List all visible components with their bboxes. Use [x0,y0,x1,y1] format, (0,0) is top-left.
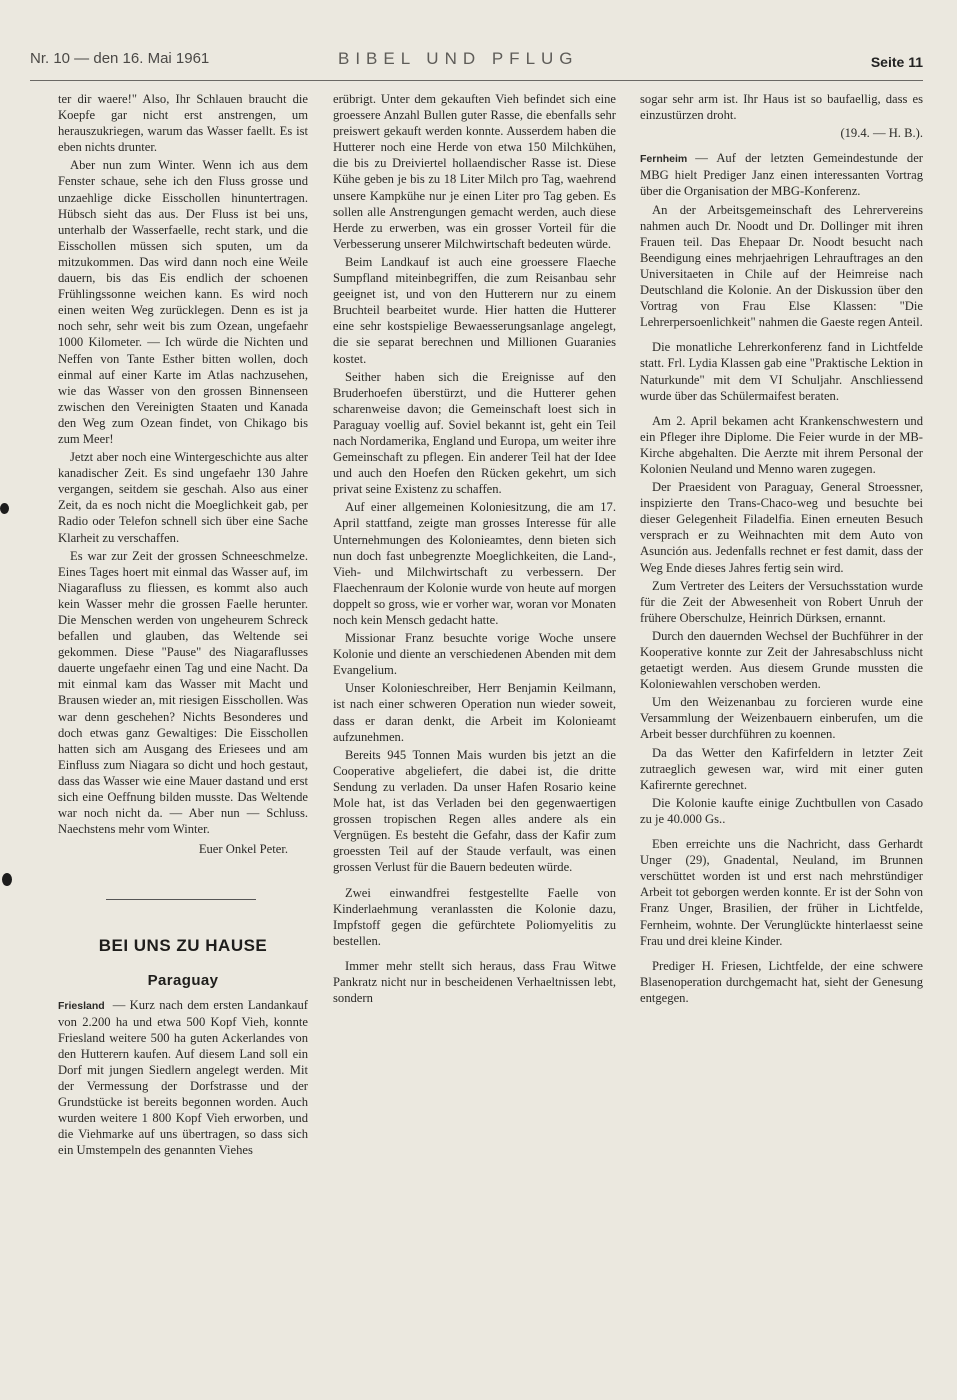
column-1 [58,91,308,1161]
column-3 [640,91,923,1008]
paragraph: Da das Wetter den Kafirfeldern in letzter Zeit zutraeglich gewesen war, wird mit einer guten Kafirernte gerechnet. [640,745,923,792]
page-header [30,50,923,80]
paragraph: Zum Vertreter des Leiters der Versuchsstation wurde für die Zeit der Abwesenheit von Robert Unruh der frühere Oberschulze, Heinrich Dürksen, ernannt. [640,578,923,625]
paragraph: Am 2. April bekamen acht Krankenschwestern und ein Pfleger ihre Diplome. Die Feier wurde in der MB-Kirche abgehalten. Die Aerzte mit ihrem Personal der Kolonien Neuland und Menno waren zugegen. [640,413,923,476]
paragraph-friesland [58,997,308,1159]
issue-date: Nr. 10 — den 16. Mai 1961 [30,50,210,67]
fernheim-text: — Auf der letzten Gemeindestunde der MBG hielt Prediger Janz einen interessanten Vortrag über die Organisation der MBG-Konferenz. [640,151,923,199]
paragraph: Beim Landkauf ist auch eine groessere Flaeche Sumpfland miteinbegriffen, die zum Reisanbau sehr geeignet ist, und von den Hutterern nur zu einem Bruchteil bearbeitet wurde. Hier hatten die Hutterer eine sehr kostspielige Bewaesserungsanlage angelegt, die sie separat berechnen und Millionen Guaranies kostet. [333,254,616,366]
paragraph: Jetzt aber noch eine Wintergeschichte aus alter kanadischer Zeit. Es sind ungefaehr 130 Jahre vergangen, seitdem sie geschah. Also aus einer Zeit, da es noch nicht die Moeglichkeit gab, per Radio oder Telefon schnell sich über eine Sache Klarheit zu verschaffen. [58,450,308,545]
masthead-title: BIBEL UND PFLUG [338,49,579,68]
column-2 [333,91,616,1008]
paragraph: Auf einer allgemeinen Koloniesitzung, die am 17. April stattfand, zeigte man grosses Interesse für alle Unternehmungen des Kolonieamtes, denn bieten sich nun doch fast unbegrenzte Moeglichkeiten, die Land-, Vieh- und Milchwirtschaft zu verbessern. Der Flaechenraum der Kolonie wurde von heute auf morgen doppelt so gross, wie er vorher war, woran vor Monaten noch kein Mensch gedacht hatte. [333,500,616,627]
paragraph: An der Arbeitsgemeinschaft des Lehrervereins nahmen auch Dr. Noodt und Dr. Dollinger mit ihren Frauen teil. Das Ehepaar Dr. Noodt besucht nach Beendigung eines mehrjaehrigen Lehrauftrages an den Universitaeten in Chile auf der Heimreise nach Deutschland die Kolonie. An der Diskussion über den Vortrag von Frau Else Klassen: "Die Lehrerpersoenlichkeit" nahmen die Gaeste regen Anteil. [640,202,923,330]
paragraph: Der Praesident von Paraguay, General Stroessner, inspizierte den Trans-Chaco-weg und besuchte bei dieser Gelegenheit Filadelfia. Einen erneuten Besuch versprach er zu Weihnachten mit dem Auto von Asunción aus. Jedenfalls rechnet er fest damit, dass der Weg Ende dieses Jahres fertig sein wird. [640,480,923,575]
paragraph: Die Kolonie kaufte einige Zuchtbullen von Casado zu je 40.000 Gs.. [640,795,923,826]
section-title: BEI UNS ZU HAUSE [98,936,268,956]
binding-hole-mark [0,503,9,514]
paragraph: Durch den dauernden Wechsel der Buchführer in der Kooperative konnte zur Zeit der Jahresabschluss nicht getaetigt werden. Aus diesem Grunde mussten die Koloniewahlen verschoben werden. [640,628,923,692]
paragraph: Aber nun zum Winter. Wenn ich aus dem Fenster schaue, sehe ich den Fluss grosse und unzaehlige dicke Eisschollen hinuntertragen. Hübsch sieht das aus. Der Fluss ist bei uns, unterhalb der Wasserfaelle, recht stark, und die Eisschollen müssen sich sputen, um da mitzukommen. Das wird dann noch eine Weile dauern, bis das Eis endlich der schoenen Frühlingssonne weichen kann. Es wird noch einen weiten Weg zurücklegen. Denn es ist ja noch sehr, sehr weit bis zum Ozean, ungefaehr 1000 Kilometer. — Ich würde die Nichten und Neffen von Tante Esther bitten wollen, doch einmal auf einer Karte im Atlas nachzusehen, wie das Wasser von den grossen Binnenseen zwischen den Vereinigten Staaten und Kanada den Weg zum Ozean findet, von Chikago bis zum Meer! [58,158,308,446]
section-subtitle: Paraguay [147,971,219,989]
paragraph: sogar sehr arm ist. Ihr Haus ist so baufaellig, dass es einzustürzen droht. [640,92,923,123]
paragraph: Zwei einwandfrei festgestellte Faelle von Kinderlaehmung veranlassten die Kolonie dazu, Impfstoff gegen die gefürchtete Poliomyelitis zu bestellen. [333,885,616,948]
lead-fernheim: Fernheim [640,153,688,166]
paragraph: ter dir waere!" Also, Ihr Schlauen braucht die Koepfe gar nicht erst anstrengen, um herauszukriegen, warum das Wasser faellt. Es ist eben nichts drunter. [58,92,308,155]
paragraph: Um den Weizenanbau zu forcieren wurde eine Versammlung der Weizenbauern einberufen, um die Arbeit besser durchführen zu koennen. [640,695,923,742]
paragraph-fernheim [640,150,923,199]
paragraph: Unser Kolonieschreiber, Herr Benjamin Keilmann, ist nach einer schweren Operation nun wieder soweit, dass er daran denkt, die Arbeit im Kolonieamt aufzunehmen. [333,681,616,744]
paragraph: Seither haben sich die Ereignisse auf den Bruderhoefen überstürzt, und die Hutterer gehen scharenweise davon; die Gemeinschaft loest sich in Paraguay voellig auf. Soviel bekannt ist, geht ein Teil nach Nordamerika, England und Europa, um weiter ihre Gemeinschaft zu pflegen. Ein anderer Teil hat der Idee und auch den Hoefen den Rücken gekehrt, um sich privat seine Existenz zu schaffen. [333,369,616,497]
page-number: Seite 11 [870,54,923,70]
paragraph: Immer mehr stellt sich heraus, dass Frau Witwe Pankratz nicht nur in bescheidenen Verhaeltnissen lebt, sondern [333,958,616,1006]
binding-hole-mark [2,873,12,886]
paragraph: Eben erreichte uns die Nachricht, dass Gerhardt Unger (29), Gnadental, Neuland, im Brunnen verschüttet worden ist und erst nach mehrstündiger Arbeit tot geborgen werden konnte. Er ist der Sohn von Franz Unger, Brasilien, der früher in Lichtfelde, Fernheim, wohnte. Der Verunglückte hinterlaesst seine Frau und drei kleine Kinder. [640,837,923,948]
paragraph: Die monatliche Lehrerkonferenz fand in Lichtfelde statt. Frl. Lydia Klassen gab eine "Praktische Lektion in Naturkunde" mit dem VI Schuljahr. Anschliessend wurde über das Schülermaifest beraten. [640,340,923,403]
lead-friesland: Friesland [58,999,105,1012]
dateline: (19.4. — H. B.). [840,126,923,141]
paragraph: Bereits 945 Tonnen Mais wurden bis jetzt an die Cooperative abgeliefert, die dabei ist, die dritte Sendung zu verladen. Da unser Hafen Rosario keine Mole hat, ist das Verladen bei den gegenwaertigen grossen tropischen Regen alles andere als ein Vergnügen. Es besteht die Gefahr, dass der Kafir zum groessten Teil auf der Staude verfault, was einen grossen Verlust für die Bauern bedeuten würde. [333,747,616,875]
paragraph: Prediger H. Friesen, Lichtfelde, der eine schwere Blasenoperation durchgemacht hat, sieht der Genesung entgegen. [640,958,923,1005]
paragraph: Missionar Franz besuchte vorige Woche unsere Kolonie und diente an verschiedenen Abenden mit dem Evangelium. [333,631,616,678]
header-rule [30,80,923,81]
signature: Euer Onkel Peter. [198,842,288,857]
friesland-text: — Kurz nach dem ersten Landankauf von 2.200 ha und etwa 500 Kopf Vieh, konnte Friesland weitere 500 ha guten Ackerlandes von den Hutterern kaufen. Auf diesem Land soll ein Dorf mit jungen Siedlern angelegt werden. Mit der Vermessung der Dorfstrasse und der Grundstücke ist bereits begonnen worden. Auch wurden weitere 1 800 Kopf Vieh erworben, und die Viehmarke auf uns übertragen, so dass sich ein Umstempeln des genannten Viehes [58,997,308,1158]
divider [106,899,256,900]
paragraph: erübrigt. Unter dem gekauften Vieh befindet sich eine groessere Anzahl Bullen guter Rasse, die ebenfalls sehr preiswert gekauft werden konnte. Ausserdem haben die Hutterer noch eine Herde von etwa 150 Milchkühen, die bis zu Dreiviertel hollaendischer Rasse ist. Diese Kühe geben je bis zu 18 Liter Milch pro Tag, waehrend unsere Kampkühe nur je einen Liter pro Tag geben. Es sollen alle Anstrengungen gemacht werden, auch diese Herde zu erwerben, was ein grosser Vorteil für die Verbesserung unserer Milchwirtschaft bedeuten würde. [333,92,616,251]
paragraph: Es war zur Zeit der grossen Schneeschmelze. Eines Tages hoert mit einmal das Wasser auf, im Niagarafluss zu fliessen, es kommt also auch kein Wasser mehr die grossen Faelle herunter. Die Menschen werden von ungeheurem Schreck befallen und glauben, das Weltende sei gekommen. Diese "Pause" des Niagaraflusses dauerte ungefaehr einen Tag und eine Nacht. Da mit einmal kam das Wasser mit Macht und Brausen wieder an, mit riesigen Eisschollen. Was war denn geschehen? Nichts Besonderes und doch etwas ganz Gewaltiges: Die Eisschollen hatten sich am Ausgang des Eriesees und am Einfluss zum Niagara so dicht und hoch gestaut, dass das Wasser wie eine Mauer dastand und erst sich eine Oeffnung bilden musste. Das Weltende war noch nicht da. — Aber nun — Schluss. Naechstens mehr vom Winter. [58,548,308,837]
